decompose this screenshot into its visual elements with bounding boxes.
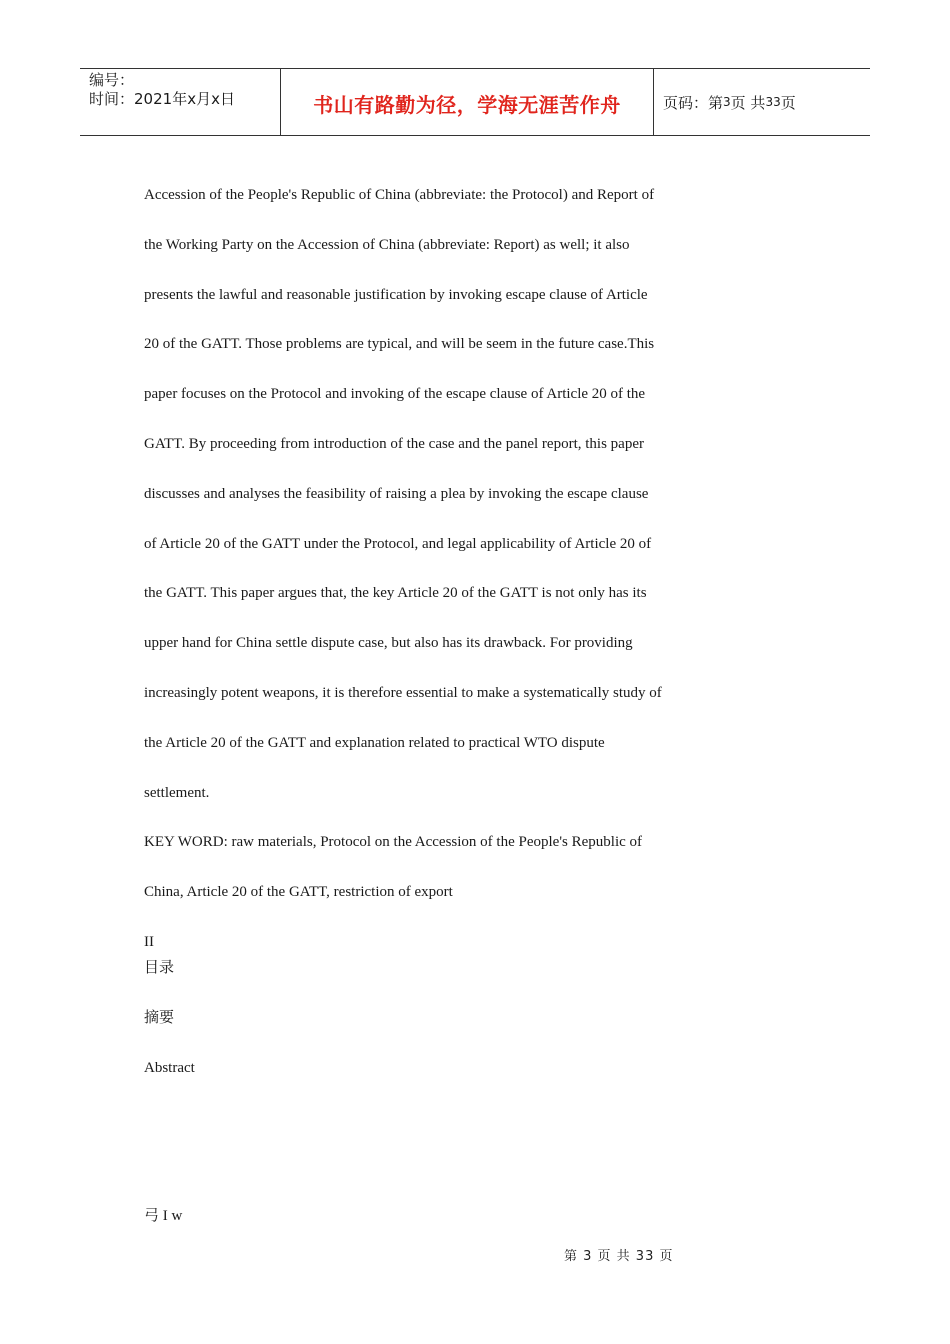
abstract-line: the GATT. This paper argues that, the key Article 20 of the GATT is not only has its bbox=[144, 585, 647, 602]
header-page-mid: 页 共 bbox=[730, 93, 766, 112]
header-time-value: 2021年x月x日 bbox=[134, 90, 235, 108]
header-page-total: 33 bbox=[765, 95, 781, 109]
abstract-line: increasingly potent weapons, it is therefore essential to make a systematically study of bbox=[144, 684, 662, 701]
header-number-label: 编号： bbox=[89, 71, 135, 89]
header-page-current: 3 bbox=[723, 95, 731, 109]
header-time-label: 时间： bbox=[89, 90, 135, 108]
header-time bbox=[89, 90, 280, 109]
header-page-end: 页 bbox=[780, 93, 796, 112]
abstract-line: upper hand for China settle dispute case, but also has its drawback. For providing bbox=[144, 635, 633, 652]
page-footer: 第 3 页 共 33 页 bbox=[564, 1249, 674, 1264]
header-motto: 书山有路勤为径，学海无涯苦作舟 bbox=[281, 69, 654, 135]
abstract-line: discusses and analyses the feasibility of raising a plea by invoking the escape clause bbox=[144, 485, 649, 502]
abstract-line: the Article 20 of the GATT and explanation related to practical WTO dispute bbox=[144, 734, 605, 751]
spacer bbox=[144, 1104, 704, 1203]
header-meta bbox=[80, 69, 281, 135]
toc-item-garbled: 弓 I w bbox=[144, 1208, 183, 1225]
keywords-line: KEY WORD: raw materials, Protocol on the Accession of the People's Republic of bbox=[144, 834, 643, 851]
abstract-line: of Article 20 of the GATT under the Protocol, and legal applicability of Article 20 of bbox=[144, 535, 652, 552]
abstract-line: Accession of the People's Republic of China (abbreviate: the Protocol) and Report of bbox=[144, 187, 655, 203]
toc-item-abstract-cn: 摘要 bbox=[144, 1009, 175, 1026]
abstract-line: presents the lawful and reasonable justification by invoking escape clause of Article bbox=[144, 286, 648, 303]
abstract-line: 20 of the GATT. Those problems are typical, and will be seem in the future case.This bbox=[144, 336, 655, 353]
abstract-line: settlement. bbox=[144, 784, 210, 801]
toc-item-abstract-en: Abstract bbox=[144, 1059, 195, 1076]
abstract-line: GATT. By proceeding from introduction of the case and the panel report, this paper bbox=[144, 435, 644, 452]
header-page-info bbox=[654, 69, 870, 135]
page-header bbox=[80, 68, 870, 136]
keywords-line: China, Article 20 of the GATT, restriction of export bbox=[144, 884, 453, 901]
page-roman-number: II bbox=[144, 933, 154, 950]
document-body bbox=[144, 182, 704, 1253]
toc-title: 目录 bbox=[144, 959, 175, 976]
header-page-label: 页码：第 bbox=[663, 93, 724, 112]
abstract-line: paper focuses on the Protocol and invoking of the escape clause of Article 20 of the bbox=[144, 386, 646, 403]
abstract-line: the Working Party on the Accession of China (abbreviate: Report) as well; it also bbox=[144, 236, 630, 253]
